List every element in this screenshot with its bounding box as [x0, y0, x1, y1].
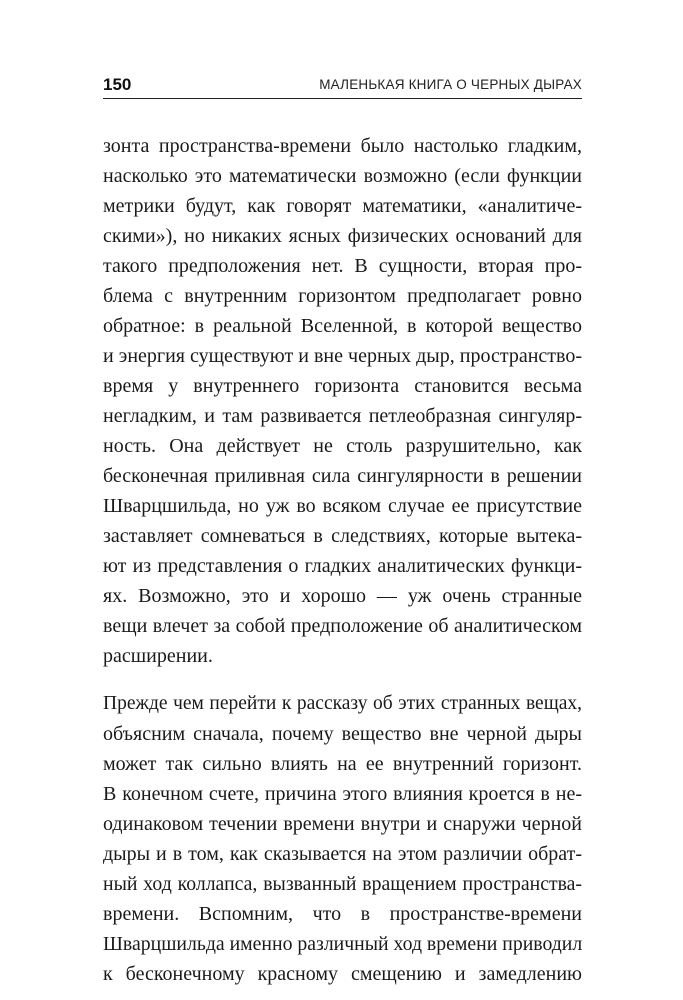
text-line: ях. Возможно, это и хорошо — уж очень странные	[103, 585, 582, 607]
text-line: Шварцшильда именно различный ход времени приводил	[103, 933, 582, 955]
text-line: вещи влечет за собой предположение об аналитическом	[103, 615, 582, 637]
text-line: и энергия существуют и вне черных дыр, пространство-	[103, 345, 582, 367]
text-line: ность. Она действует не столь разрушительно, как	[103, 435, 582, 457]
text-line: зонта пространства-времени было настолько гладким,	[103, 135, 582, 157]
text-line: ный ход коллапса, вызванный вращением пространства-	[103, 873, 582, 895]
text-line: время у внутреннего горизонта становится весьма	[103, 375, 582, 397]
body-text	[103, 131, 582, 989]
text-line: расширении.	[103, 645, 213, 667]
text-line: насколько это математически возможно (если функции	[103, 165, 582, 187]
text-line: обратное: в реальной Вселенной, в которой вещество	[103, 315, 582, 337]
running-header	[103, 72, 582, 99]
text-line: дыры и в том, как сказывается на этом различии обрат-	[103, 843, 582, 865]
text-line: Шварцшильда, но уж во всяком случае ее присутствие	[103, 495, 582, 517]
text-line: времени. Вспомним, что в пространстве-времени	[103, 903, 582, 925]
text-line: В конечном счете, причина этого влияния кроется в не-	[103, 783, 582, 805]
text-line: блема с внутренним горизонтом предполагает ровно	[103, 285, 582, 307]
book-title: МАЛЕНЬКАЯ КНИГА О ЧЕРНЫХ ДЫРАХ	[319, 77, 582, 92]
text-line: метрики будут, как говорят математики, «аналитиче-	[103, 195, 582, 217]
text-line: бесконечная приливная сила сингулярности в решении	[103, 465, 582, 487]
page-number: 150	[103, 75, 132, 94]
text-line: заставляет сомневаться в следствиях, которые вытека-	[103, 525, 582, 547]
text-line: скими»), но никаких ясных физических оснований для	[103, 225, 582, 247]
text-line: объясним сначала, почему вещество вне черной дыры	[103, 723, 582, 745]
text-line: негладким, и там развивается петлеобразная сингуляр-	[103, 405, 582, 427]
text-line: Прежде чем перейти к рассказу об этих странных вещах,	[103, 693, 582, 714]
text-line: к бесконечному красному смещению и замедлению	[103, 963, 582, 985]
paragraph-2	[103, 689, 582, 989]
text-line: может так сильно влиять на ее внутренний горизонт.	[103, 753, 582, 775]
text-line: такого предположения нет. В сущности, вторая про-	[103, 255, 582, 277]
text-line: одинаковом течении времени внутри и снаружи черной	[103, 813, 582, 835]
text-line: ют из представления о гладких аналитических функци-	[103, 555, 582, 577]
paragraph-1	[103, 131, 582, 671]
